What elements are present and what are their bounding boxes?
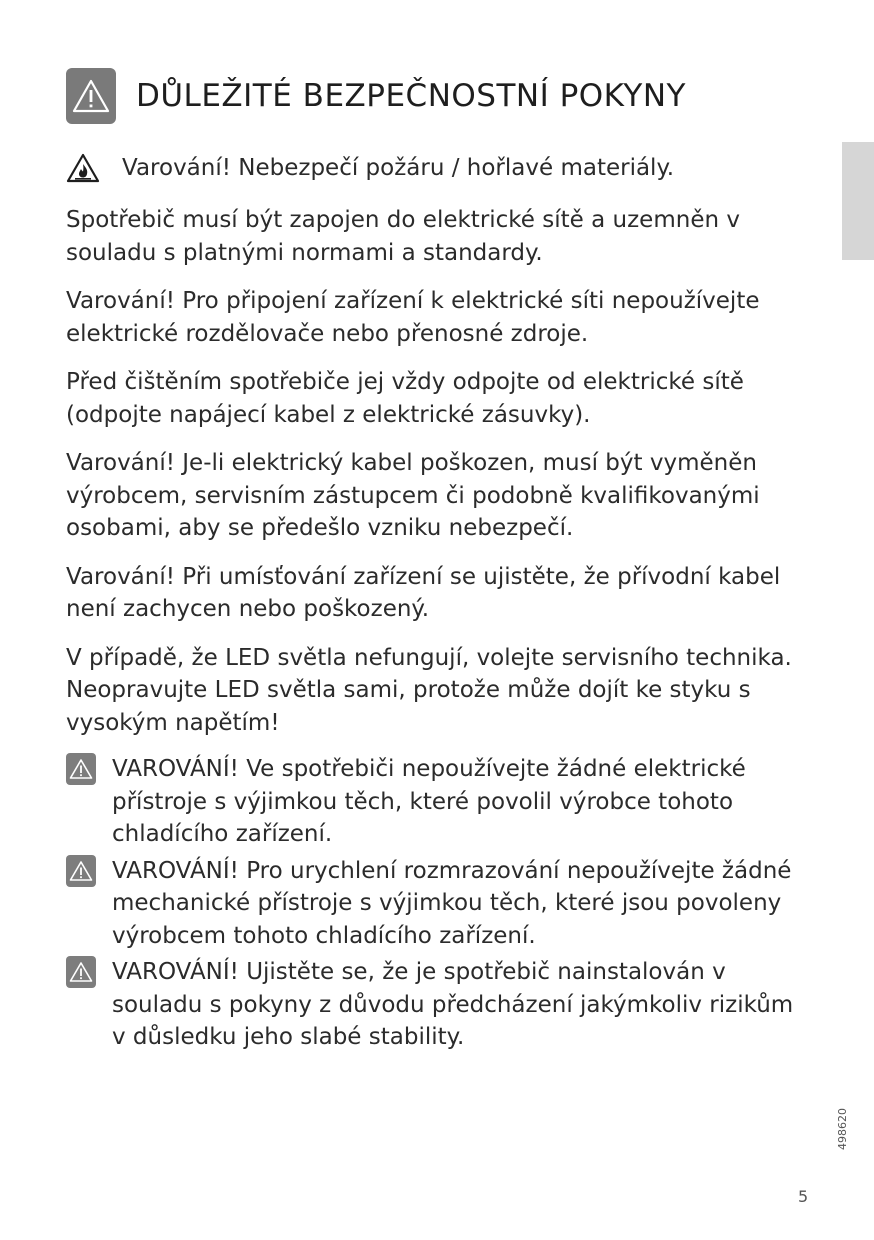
paragraph-cleaning: Před čištěním spotřebiče jej vždy odpojte od elektrické sítě (odpojte napájecí kabel z elektrické zásuvky). bbox=[66, 369, 744, 428]
paragraph-grounding: Spotřebič musí být zapojen do elektrické sítě a uzemněn v souladu s platnými normami a standardy. bbox=[66, 207, 740, 266]
warning-icon bbox=[66, 956, 96, 988]
paragraph-extension-warning: Varování! Pro připojení zařízení k elektrické síti nepoužívejte elektrické rozdělovače nebo přenosné zdroje. bbox=[66, 288, 760, 347]
fire-warning-icon bbox=[66, 153, 100, 183]
warning-text: VAROVÁNÍ! Ve spotřebiči nepoužívejte žádné elektrické přístroje s výjimkou těch, které povolil výrobce tohoto chladícího zařízení. bbox=[112, 756, 746, 847]
fire-warning-text: Varování! Nebezpečí požáru / hořlavé materiály. bbox=[122, 155, 675, 181]
side-tab-marker bbox=[842, 142, 874, 260]
paragraph-led-lights: V případě, že LED světla nefungují, volejte servisního technika. Neopravujte LED světla sami, protože může dojít ke styku s vysokým napětím! bbox=[66, 644, 792, 736]
warning-icon bbox=[66, 855, 96, 887]
paragraph-cable-placement: Varování! Při umísťování zařízení se ujistěte, že přívodní kabel není zachycen nebo poškozený. bbox=[66, 563, 781, 622]
page-number: 5 bbox=[798, 1187, 809, 1206]
warning-electrical-devices bbox=[66, 753, 814, 851]
warning-triangle-icon bbox=[66, 68, 116, 124]
document-code: 498620 bbox=[836, 1108, 849, 1150]
warning-defrosting bbox=[66, 855, 814, 953]
safety-instructions bbox=[66, 152, 814, 1058]
paragraph-damaged-cable: Varování! Je-li elektrický kabel poškozen, musí být vyměněn výrobcem, servisním zástupcem či podobně kvalifikovanými osobami, aby se předešlo vzniku nebezpečí. bbox=[66, 450, 760, 541]
warning-stability bbox=[66, 956, 814, 1054]
fire-warning bbox=[66, 152, 814, 184]
warning-text: VAROVÁNÍ! Pro urychlení rozmrazování nepoužívejte žádné mechanické přístroje s výjimkou těch, které jsou povoleny výrobcem tohoto chladícího zařízení. bbox=[112, 857, 792, 949]
warning-icon bbox=[66, 753, 96, 785]
warning-text: VAROVÁNÍ! Ujistěte se, že je spotřebič nainstalován v souladu s pokyny z důvodu předcházení jakýmkoliv rizikům v důsledku jeho slabé stability. bbox=[112, 959, 794, 1050]
page-header bbox=[66, 68, 686, 124]
page-title: DŮLEŽITÉ BEZPEČNOSTNÍ POKYNY bbox=[136, 78, 686, 114]
